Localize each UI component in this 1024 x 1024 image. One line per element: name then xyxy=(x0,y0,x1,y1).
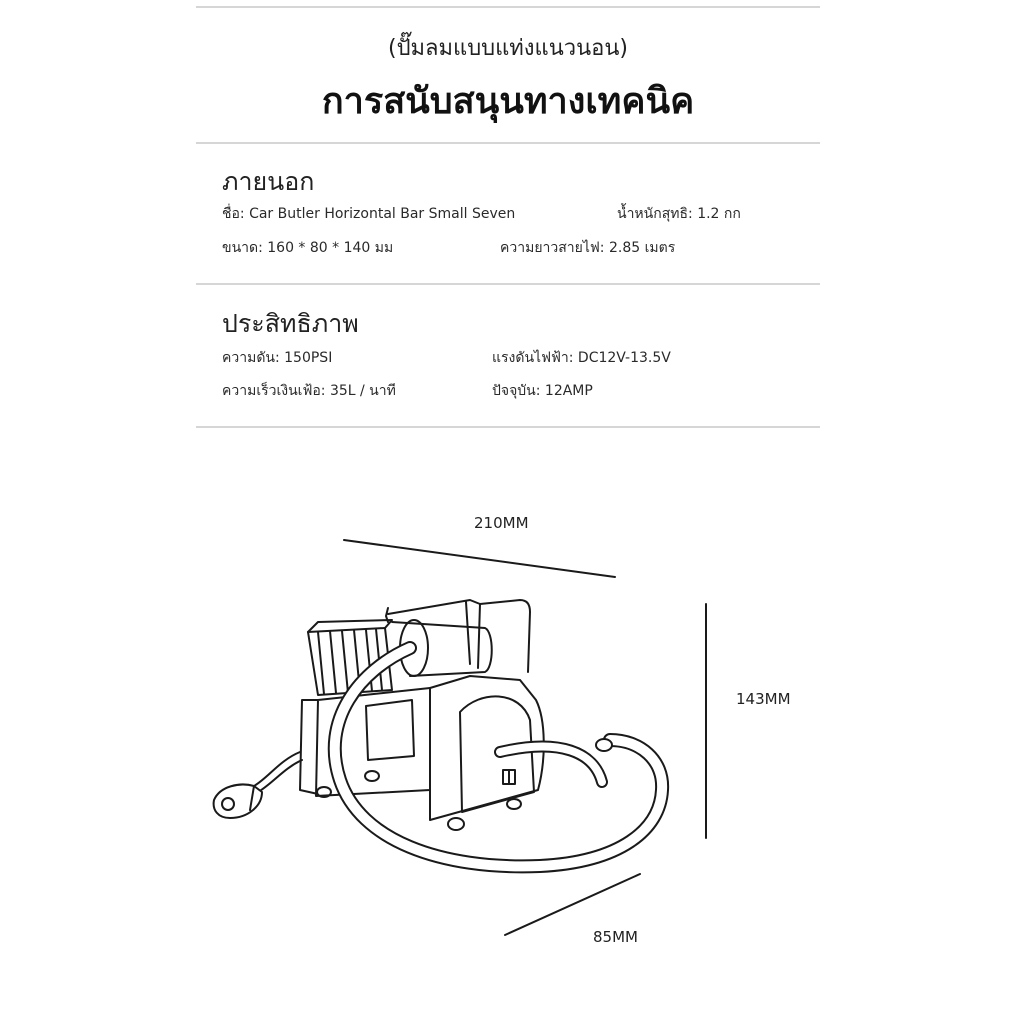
page-title: การสนับสนุนทางเทคนิค xyxy=(321,81,695,122)
spec-inflation-speed: ความเร็วเงินเฟ้อ: 35L / นาที xyxy=(222,383,396,399)
appearance-heading: ภายนอก xyxy=(222,167,315,196)
product-subtitle: (ปั๊มลมแบบแท่งแนวนอน) xyxy=(387,36,628,61)
cigarette-plug xyxy=(214,785,262,818)
power-cord xyxy=(254,752,300,786)
spec-voltage: แรงดันไฟฟ้า: DC12V-13.5V xyxy=(492,350,671,366)
side-stand xyxy=(300,700,318,794)
dimension-depth-label: 85MM xyxy=(593,928,638,946)
spec-cable-length: ความยาวสายไฟ: 2.85 เมตร xyxy=(500,240,676,256)
hose-nozzle xyxy=(596,739,612,751)
performance-heading: ประสิทธิภาพ xyxy=(222,309,359,338)
dimension-depth-line xyxy=(505,874,640,935)
dimension-width-line xyxy=(344,540,615,577)
dimension-width-label: 210MM xyxy=(474,514,529,532)
spec-size: ขนาด: 160 * 80 * 140 มม xyxy=(222,240,394,256)
spec-net-weight: น้ำหนักสุทธิ: 1.2 กก xyxy=(617,206,741,222)
spec-name: ชื่อ: Car Butler Horizontal Bar Small Seven xyxy=(222,206,516,222)
spec-pressure: ความดัน: 150PSI xyxy=(222,350,333,366)
dimension-height-label: 143MM xyxy=(736,690,791,708)
spec-current: ปัจจุบัน: 12AMP xyxy=(492,383,593,399)
